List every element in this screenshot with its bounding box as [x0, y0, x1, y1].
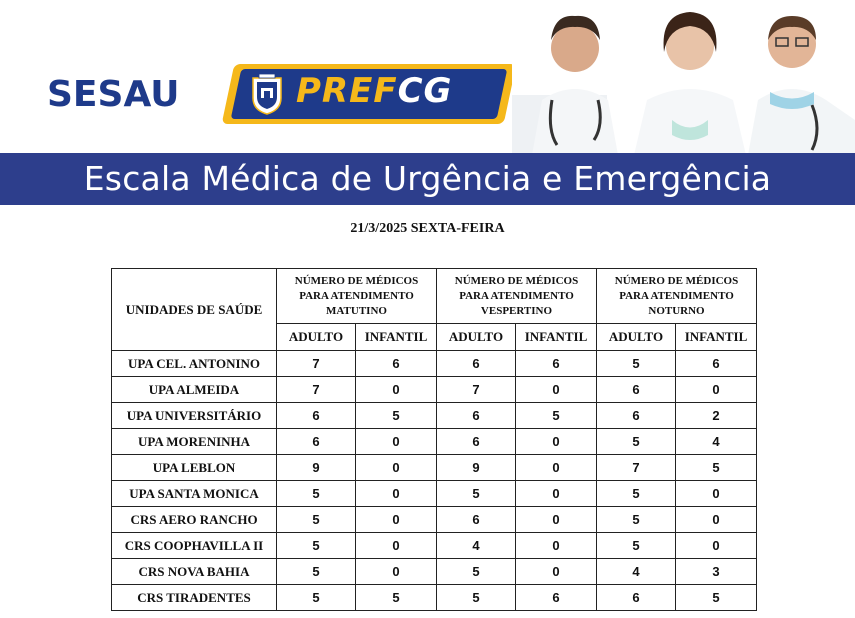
unit-name-cell: CRS AERO RANCHO	[112, 507, 277, 533]
count-cell: 5	[516, 403, 597, 429]
count-cell: 6	[277, 429, 356, 455]
pref-logo	[296, 71, 452, 111]
count-cell: 0	[516, 377, 597, 403]
adult-header: ADULTO	[597, 324, 676, 351]
count-cell: 6	[597, 585, 676, 611]
count-cell: 5	[437, 585, 516, 611]
count-cell: 0	[676, 377, 757, 403]
period-header-line: PARA ATENDIMENTO	[619, 289, 734, 302]
period-header-afternoon	[437, 269, 597, 324]
count-cell: 5	[277, 533, 356, 559]
count-cell: 5	[676, 585, 757, 611]
count-cell: 5	[277, 481, 356, 507]
table-row	[112, 533, 757, 559]
unit-name-cell: CRS COOPHAVILLA II	[112, 533, 277, 559]
period-header-morning	[277, 269, 437, 324]
count-cell: 6	[437, 507, 516, 533]
child-header: INFANTIL	[676, 324, 757, 351]
banner-title: Escala Médica de Urgência e Emergência	[83, 159, 772, 198]
count-cell: 9	[277, 455, 356, 481]
count-cell: 4	[676, 429, 757, 455]
count-cell: 5	[277, 559, 356, 585]
table-header-row	[112, 269, 757, 324]
count-cell: 6	[356, 351, 437, 377]
count-cell: 0	[356, 455, 437, 481]
table-row	[112, 377, 757, 403]
table-row	[112, 481, 757, 507]
table-row	[112, 507, 757, 533]
table-row	[112, 429, 757, 455]
period-header-line: VESPERTINO	[480, 304, 553, 317]
count-cell: 6	[597, 377, 676, 403]
count-cell: 4	[437, 533, 516, 559]
pref-logo-suffix: CG	[397, 71, 453, 111]
period-header-line: PARA ATENDIMENTO	[299, 289, 414, 302]
count-cell: 0	[516, 429, 597, 455]
period-header-night	[597, 269, 757, 324]
unit-name-cell: CRS TIRADENTES	[112, 585, 277, 611]
header	[0, 0, 855, 205]
unit-name-cell: CRS NOVA BAHIA	[112, 559, 277, 585]
count-cell: 7	[277, 351, 356, 377]
count-cell: 0	[516, 507, 597, 533]
count-cell: 6	[516, 585, 597, 611]
count-cell: 6	[437, 351, 516, 377]
count-cell: 2	[676, 403, 757, 429]
doctors-photo	[512, 0, 855, 155]
unit-name-cell: UPA SANTA MONICA	[112, 481, 277, 507]
count-cell: 3	[676, 559, 757, 585]
count-cell: 6	[437, 429, 516, 455]
table-body	[112, 351, 757, 611]
count-cell: 0	[676, 481, 757, 507]
count-cell: 6	[437, 403, 516, 429]
count-cell: 0	[676, 507, 757, 533]
schedule-table	[111, 268, 757, 611]
child-header: INFANTIL	[356, 324, 437, 351]
count-cell: 5	[597, 507, 676, 533]
count-cell: 0	[516, 481, 597, 507]
count-cell: 0	[356, 429, 437, 455]
count-cell: 5	[277, 585, 356, 611]
period-header-line: NÚMERO DE MÉDICOS	[294, 274, 419, 287]
count-cell: 0	[516, 559, 597, 585]
period-header-line: NOTURNO	[648, 304, 705, 317]
count-cell: 5	[356, 585, 437, 611]
city-crest-icon	[249, 72, 285, 116]
count-cell: 5	[597, 351, 676, 377]
period-header-line: NÚMERO DE MÉDICOS	[614, 274, 739, 287]
pref-logo-prefix: PREF	[296, 71, 398, 111]
count-cell: 5	[597, 481, 676, 507]
period-header-line: PARA ATENDIMENTO	[459, 289, 574, 302]
unit-name-cell: UPA MORENINHA	[112, 429, 277, 455]
unit-name-cell: UPA LEBLON	[112, 455, 277, 481]
table-row	[112, 559, 757, 585]
unit-name-cell: UPA ALMEIDA	[112, 377, 277, 403]
count-cell: 6	[516, 351, 597, 377]
count-cell: 5	[597, 533, 676, 559]
count-cell: 5	[676, 455, 757, 481]
count-cell: 6	[597, 403, 676, 429]
count-cell: 5	[597, 429, 676, 455]
count-cell: 9	[437, 455, 516, 481]
period-header-line: NÚMERO DE MÉDICOS	[454, 274, 579, 287]
count-cell: 6	[277, 403, 356, 429]
count-cell: 5	[356, 403, 437, 429]
count-cell: 7	[277, 377, 356, 403]
table-row	[112, 455, 757, 481]
child-header: INFANTIL	[516, 324, 597, 351]
unit-name-cell: UPA CEL. ANTONINO	[112, 351, 277, 377]
adult-header: ADULTO	[277, 324, 356, 351]
count-cell: 5	[437, 481, 516, 507]
count-cell: 0	[356, 507, 437, 533]
count-cell: 4	[597, 559, 676, 585]
sesau-logo: SESAU	[47, 74, 180, 115]
count-cell: 7	[437, 377, 516, 403]
date-line: 21/3/2025 SEXTA-FEIRA	[350, 221, 505, 236]
count-cell: 0	[516, 455, 597, 481]
count-cell: 5	[277, 507, 356, 533]
period-header-line: MATUTINO	[326, 304, 387, 317]
count-cell: 6	[676, 351, 757, 377]
units-header: UNIDADES DE SAÚDE	[112, 269, 277, 351]
adult-header: ADULTO	[437, 324, 516, 351]
count-cell: 7	[597, 455, 676, 481]
table-row	[112, 403, 757, 429]
count-cell: 0	[356, 559, 437, 585]
count-cell: 0	[676, 533, 757, 559]
count-cell: 0	[516, 533, 597, 559]
table-row	[112, 585, 757, 611]
table-row	[112, 351, 757, 377]
count-cell: 0	[356, 377, 437, 403]
count-cell: 5	[437, 559, 516, 585]
count-cell: 0	[356, 533, 437, 559]
count-cell: 0	[356, 481, 437, 507]
unit-name-cell: UPA UNIVERSITÁRIO	[112, 403, 277, 429]
